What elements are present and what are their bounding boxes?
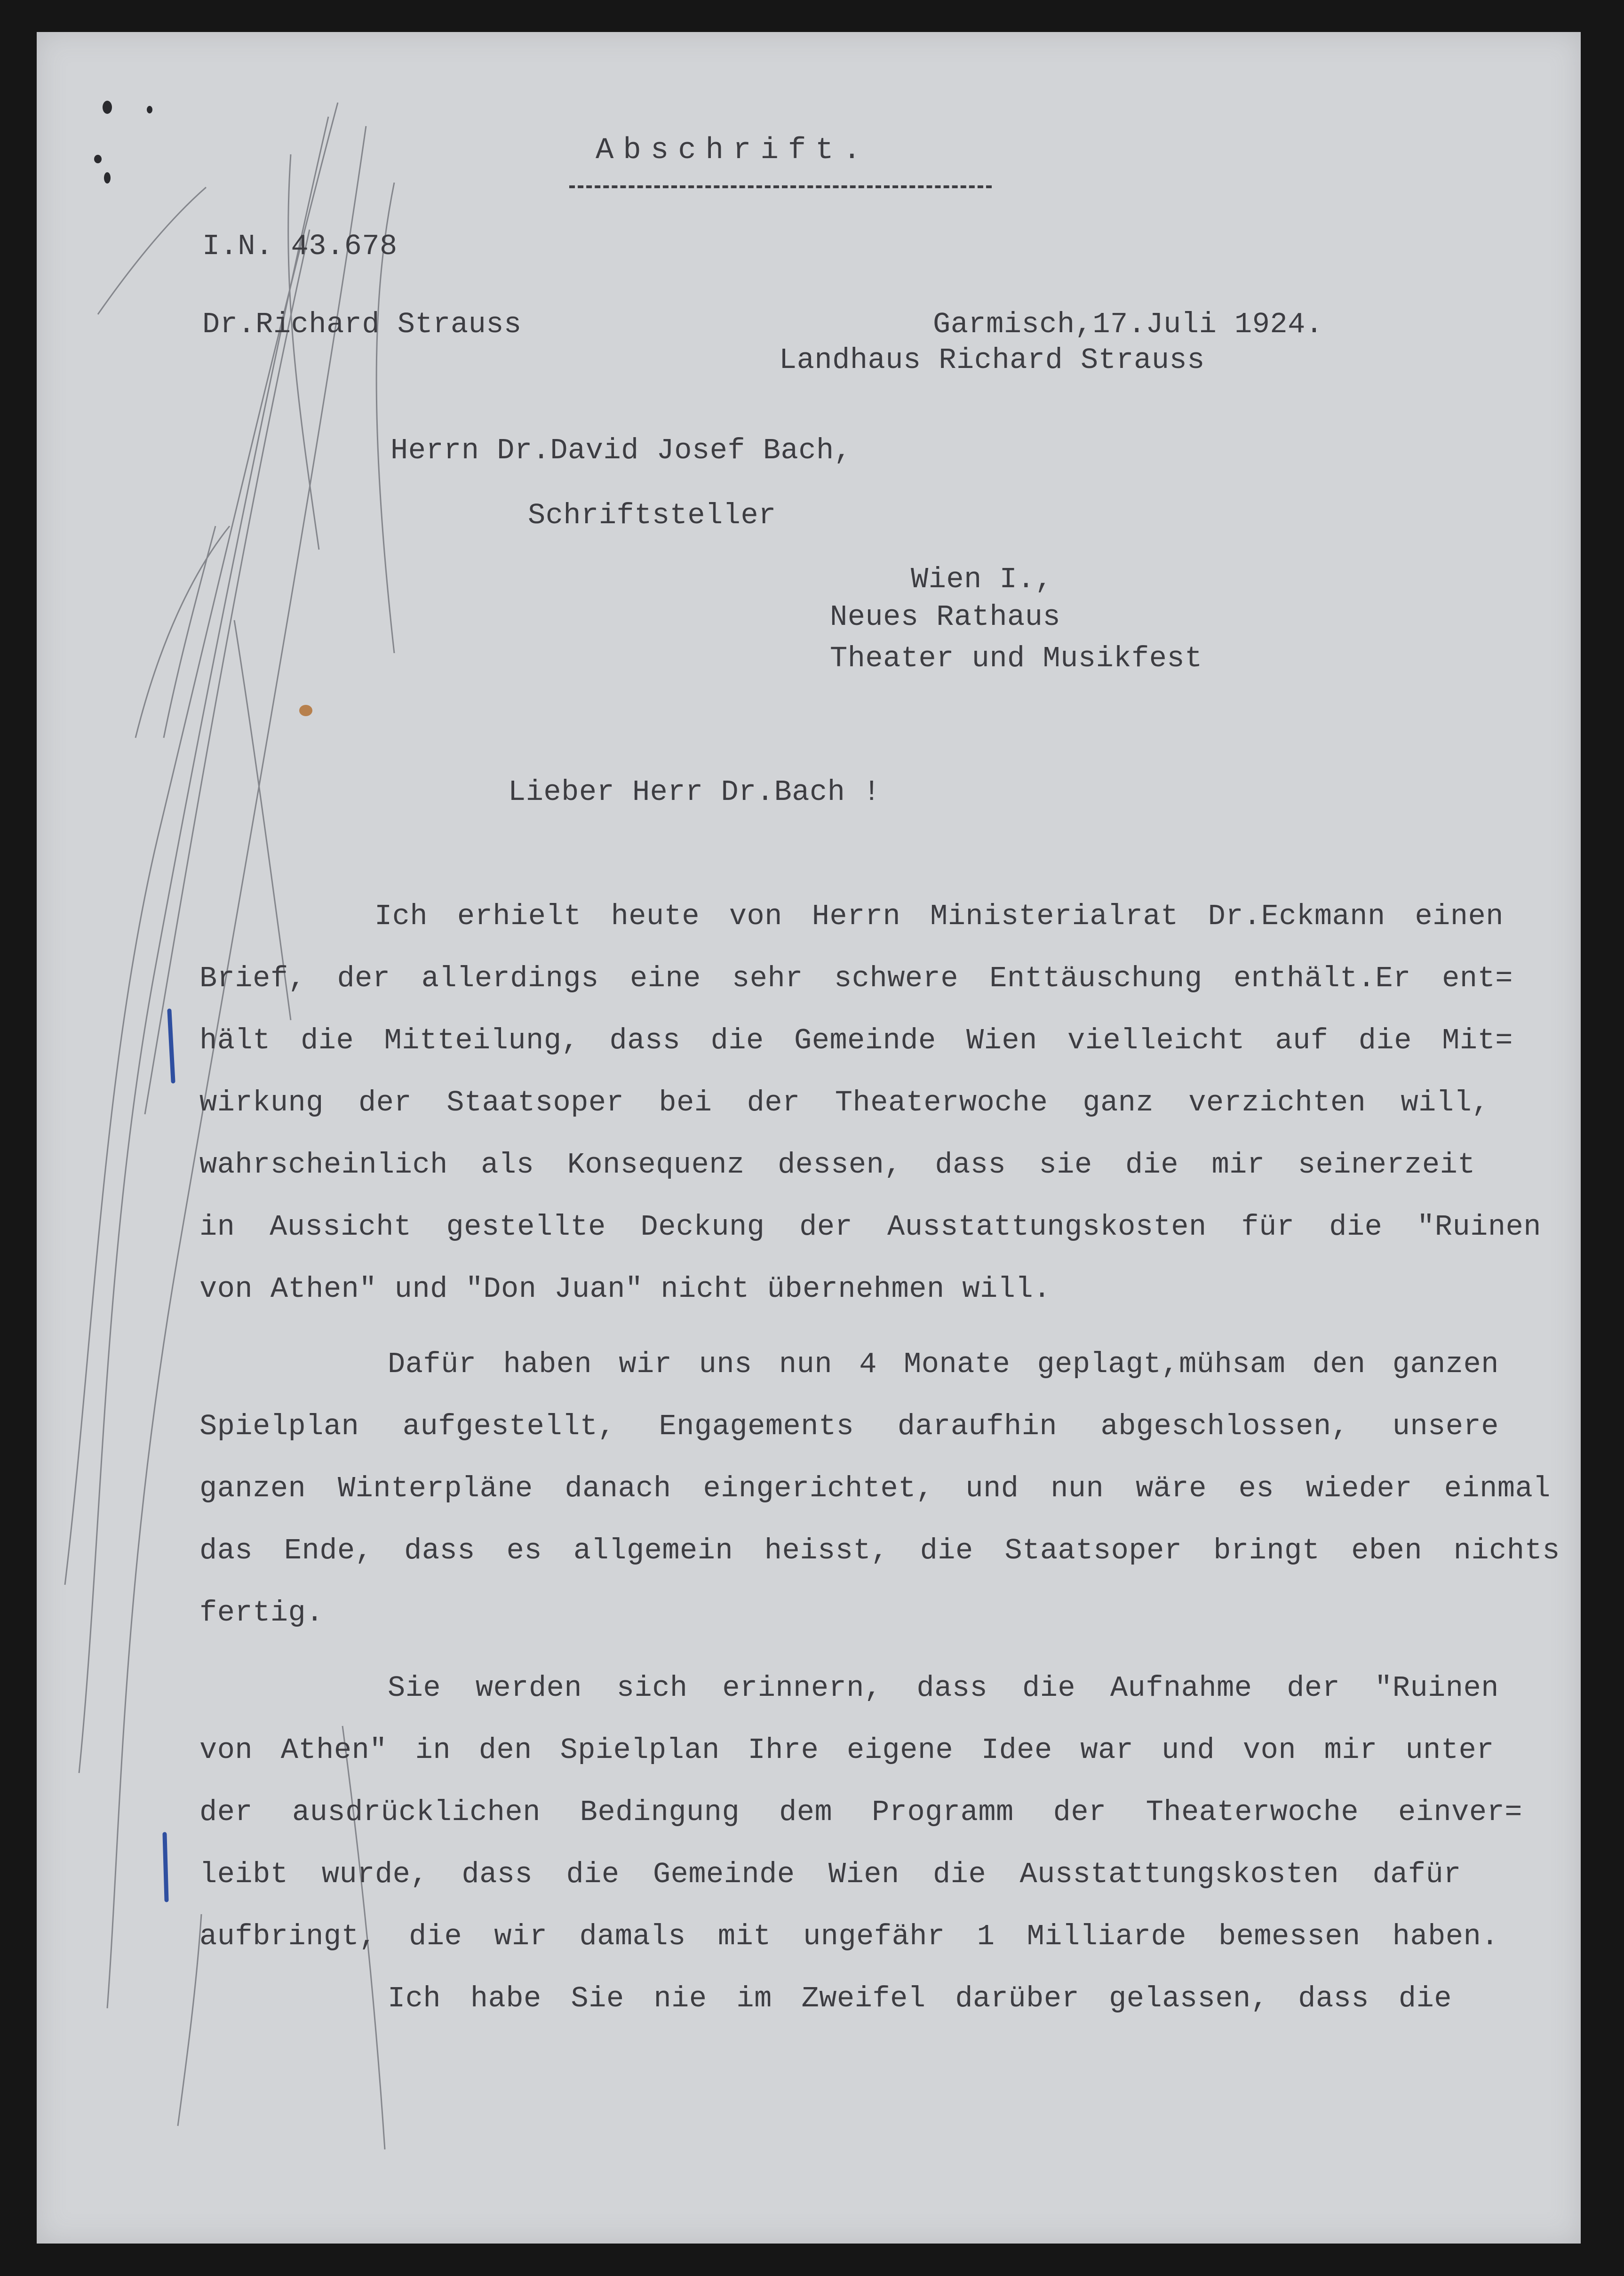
body-line: aufbringt, die wir damals mit ungefähr 1 Milliarde bemessen haben. [199,1920,1499,1953]
body-line: Ich habe Sie nie im Zweifel darüber gelassen, dass die [388,1982,1452,2015]
body-line: Sie werden sich erinnern, dass die Aufnahme der "Ruinen [388,1671,1499,1705]
recipient-department: Theater und Musikfest [830,642,1202,675]
recipient-name: Herrn Dr.David Josef Bach, [390,434,852,467]
body-line: von Athen" und "Don Juan" nicht übernehmen will. [199,1272,1051,1306]
body-line: wahrscheinlich als Konsequenz dessen, dass sie die mir seinerzeit [199,1148,1475,1182]
body-line: Ich erhielt heute von Herrn Ministerialrat Dr.Eckmann einen [374,900,1504,933]
sender-address: Landhaus Richard Strauss [779,343,1205,377]
body-line: das Ende, dass es allgemein heisst, die Staatsoper bringt eben nichts [199,1534,1560,1567]
recipient-city: Wien I., [911,563,1053,596]
letter-sheet [37,32,1581,2244]
place-date: Garmisch,17.Juli 1924. [933,308,1323,341]
body-line: Dafür haben wir uns nun 4 Monate geplagt,mühsam den ganzen [388,1348,1499,1381]
recipient-profession: Schriftsteller [528,499,776,532]
body-line: wirkung der Staatsoper bei der Theaterwoche ganz verzichten will, [199,1086,1489,1119]
body-line: Spielplan aufgestellt, Engagements daraufhin abgeschlossen, unsere [199,1410,1499,1443]
blue-margin-marks [165,1011,173,1900]
salutation: Lieber Herr Dr.Bach ! [508,775,881,809]
rust-spot [299,705,312,716]
body-line: Brief, der allerdings eine sehr schwere Enttäuschung enthält.Er ent= [199,962,1513,995]
body-line: fertig. [199,1596,324,1629]
document-title: Abschrift. [596,134,871,168]
body-line: der ausdrücklichen Bedingung dem Programm der Theaterwoche einver= [199,1796,1522,1829]
reference-number: I.N. 43.678 [202,230,398,263]
sender-name: Dr.Richard Strauss [202,308,522,341]
recipient-building: Neues Rathaus [830,600,1061,634]
body-line: leibt wurde, dass die Gemeinde Wien die Ausstattungskosten dafür [199,1858,1461,1891]
ink-spots [94,101,152,184]
body-line: ganzen Winterpläne danach eingerichtet, und nun wäre es wieder einmal [199,1472,1551,1505]
body-line: hält die Mitteilung, dass die Gemeinde Wien vielleicht auf die Mit= [199,1024,1513,1057]
body-line: in Aussicht gestellte Deckung der Ausstattungskosten für die "Ruinen [199,1210,1541,1244]
body-line: von Athen" in den Spielplan Ihre eigene Idee war und von mir unter [199,1733,1494,1767]
title-underline [569,185,992,188]
margin-pencil-strokes [65,103,394,2149]
